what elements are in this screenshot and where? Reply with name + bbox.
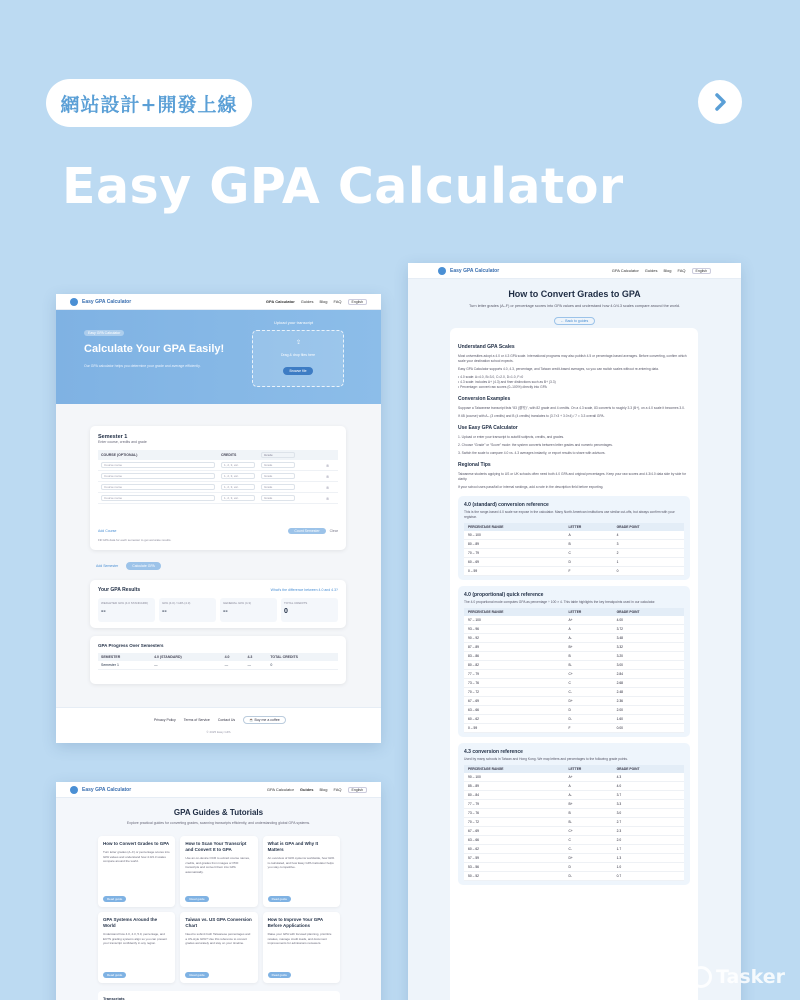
remove-icon[interactable]: ⊗ <box>325 484 330 490</box>
read-guide-button[interactable]: Read guide <box>268 972 291 978</box>
guide-card[interactable]: How to Convert Grades to GPA Turn letter grades (A–F) or percentage scores into GPA values and understand how 4.0/4.3 scales compare around the world. Read guide <box>98 836 175 907</box>
result-gpa-compare: GPA (4.0) / GPA (4.3) -- <box>159 598 216 622</box>
table-row: 70 – 72 C- 2.48 <box>464 688 684 697</box>
nav-link-blog[interactable]: Blog <box>319 299 328 304</box>
guide-card[interactable]: Transcripts <box>98 991 340 1000</box>
tasker-logo-icon <box>690 966 712 988</box>
section-heading: Use Easy GPA Calculator <box>458 425 518 431</box>
read-guide-button[interactable]: Read guide <box>103 896 126 902</box>
next-button[interactable] <box>698 80 742 124</box>
language-select[interactable]: English <box>692 268 711 274</box>
nav-link-blog[interactable]: Blog <box>663 268 672 273</box>
results-card <box>90 580 346 628</box>
table-row: 73 – 76 B 3.0 <box>464 809 684 818</box>
top-nav <box>56 782 381 798</box>
semester-title: Semester 1 <box>98 434 128 440</box>
semester-card <box>90 426 346 550</box>
brand-name[interactable]: Easy GPA Calculator <box>450 267 500 274</box>
count-semester-button[interactable]: Count Semester <box>288 528 325 534</box>
table-row: 60 – 62 D- 1.60 <box>464 715 684 724</box>
grade-select[interactable]: Grade <box>261 484 295 490</box>
footer-contact-link[interactable]: Contact Us <box>217 718 236 722</box>
table-row: 77 – 79 C+ 2.84 <box>464 670 684 679</box>
table-row: 67 – 69 D+ 2.36 <box>464 697 684 706</box>
table-row: 63 – 66 C 2.0 <box>464 836 684 845</box>
grade-select[interactable]: Grade <box>261 473 295 479</box>
table-row: 60 – 62 C- 1.7 <box>464 845 684 854</box>
nav-link-faq[interactable]: FAQ <box>677 268 686 273</box>
watermark: Tasker <box>690 966 785 988</box>
conversion-table-block: 4.0 (proportional) quick reference The 4.0 proportional mode computes GPA as percentage ÷ 100 × 4. This table highlights the key breakpoints used in our calculator. PERCENTAGE RANGE LETTER GRADE POINT 97 – 100 A+ 4.00 93 – 96 A 3.72 90 – 92 A- 3.48 87 – 89 B+ 3.32 83 – 86 B 3.20 80 – 82 B- 3.00 77 – 79 C+ 2.84 73 – 76 C 2.68 70 – 72 C- 2.48 67 – 69 D+ 2.36 63 – 66 D 2.00 60 – 62 D- 1.60 0 – 59 F 0.00 <box>458 586 690 737</box>
nav-link-blog[interactable]: Blog <box>319 787 328 792</box>
nav-link-calculator[interactable]: GPA Calculator <box>266 787 294 792</box>
guides-title: GPA Guides & Tutorials <box>173 808 264 817</box>
remove-icon[interactable]: ⊗ <box>325 495 330 501</box>
semester-note: Fill GPA data for each semester to get accurate results. <box>98 538 172 542</box>
table-row <box>98 460 338 471</box>
table-row: 90 – 100 A+ 4.3 <box>464 773 684 782</box>
table-row: 77 – 79 B+ 3.3 <box>464 800 684 809</box>
article-subtitle: Turn letter grades (A–F) or percentage scores into GPA values and understand how 4.0/4.3 scales compare around the world. <box>468 304 681 308</box>
footer <box>56 707 381 743</box>
progress-table: SEMESTER 4.0 (STANDARD) 4.0 4.3 TOTAL CREDITS Semester 1 — — — 0 <box>98 653 338 670</box>
semester-hint: Enter course, credits and grade <box>98 440 147 444</box>
table-row: 90 – 92 A- 3.48 <box>464 634 684 643</box>
guide-card[interactable]: How to Scan Your Transcript and Convert It to GPA Use an on-device OCR to extract course names, credits, and grades from images or PDF transcripts and convert them into GPA automatically. Read guide <box>180 836 257 907</box>
remove-icon[interactable]: ⊗ <box>325 462 330 468</box>
table-row: 70 – 79 C 2 <box>464 549 684 558</box>
table-row: 70 – 72 B- 2.7 <box>464 818 684 827</box>
col-grade: Grade <box>258 450 323 460</box>
nav-link-faq[interactable]: FAQ <box>333 787 342 792</box>
calculate-gpa-button[interactable]: Calculate GPA <box>126 562 161 570</box>
guides-screenshot <box>56 782 381 1000</box>
credits-input[interactable]: 1, 2, 3, etc. <box>221 473 255 479</box>
course-table <box>98 450 338 504</box>
hero-heading: Calculate Your GPA Easily! <box>84 343 225 355</box>
table-row: 80 – 82 B- 3.00 <box>464 661 684 670</box>
grade-table: PERCENTAGE RANGE LETTER GRADE POINT 90 – 100 A+ 4.3 85 – 89 A 4.0 80 – 84 A- 3.7 77 – 79 B+ 3.3 73 – 76 B 3.0 70 – 72 B- 2.7 67 – 69 C+ 2.3 63 – 66 C 2.0 60 – 62 C- 1.7 57 – 59 D+ 1.3 53 – 56 D 1.0 50 – 52 D- 0.7 <box>464 765 684 881</box>
result-credits: TOTAL CREDITS 0 <box>281 598 338 622</box>
nav-link-calculator[interactable]: GPA Calculator <box>265 299 295 304</box>
table-row: 83 – 86 B 3.20 <box>464 652 684 661</box>
guide-card[interactable]: Taiwan vs. US GPA Conversion Chart Need to submit both Taiwanese percentages and a US-style GPA? Use this reference to convert grades accurately and stay on your timeline. Read guide <box>180 912 257 983</box>
calculator-screenshot <box>56 294 381 743</box>
read-guide-button[interactable]: Read guide <box>103 972 126 978</box>
table-row: 0 – 59 F 0.00 <box>464 724 684 733</box>
add-course-button[interactable]: Add Course <box>98 529 117 533</box>
table-row: 67 – 69 C+ 2.3 <box>464 827 684 836</box>
guide-card[interactable]: How to Improve Your GPA Before Applications Raise your GPA with focused planning, prioritize retakes, manage credit loads, and document improvements for admissions reviewers. Read guide <box>263 912 340 983</box>
language-select[interactable]: English <box>348 299 367 305</box>
section-heading: Regional Tips <box>458 462 491 468</box>
table-row <box>98 471 338 482</box>
table-row <box>98 482 338 493</box>
results-help-link[interactable]: What's the difference between 4.0 and 4.3? <box>270 588 338 592</box>
hero-chip: Easy GPA Calculator <box>84 330 124 336</box>
grade-select[interactable]: Grade <box>261 495 295 501</box>
course-input[interactable]: Course name <box>101 495 215 501</box>
results-title: Your GPA Results <box>98 587 141 593</box>
upload-icon: ⇪ <box>296 340 302 346</box>
logo-icon <box>70 786 78 794</box>
table-row: 80 – 84 A- 3.7 <box>464 791 684 800</box>
table-row: 73 – 76 C 2.68 <box>464 679 684 688</box>
table-row: 87 – 89 B+ 3.32 <box>464 643 684 652</box>
table-row: 0 – 59 F 0 <box>464 567 684 576</box>
result-general: GENERAL GPA (4.3) -- <box>220 598 277 622</box>
article-body: Understand GPA Scales Most universities adopt a 4.0 or 4.3 GPA scale. International programs may also publish 4.5 or percentage-based averages. Before converting, confirm which scale your destination school expects. Easy GPA Calculator supports 4.0, 4.3, percentage, and Taiwan credit-based averages, so you can switch scales without re-entering data. • 4.0 scale: A=4.0, B=3.0, C=2.0, D=1.0, F=0 • 4.3 scale: includes A+ (4.3) and finer distinctions such as B+ (3.3) • Percentage: convert raw scores (0–100%) directly into GPA Conversion Examples Suppose a Taiwanese transcript lists “83 (優等)”, with 82 grade and 4 credits. On a 4.3 scale, 83 converts to roughly 3.3 (B+), on a 4.0 scale it becomes 3.0. If 4B (course) with A– (3 credits) and B (4 credits) translates to (3.7×3 + 3.0×4) / 7 = 3.3 overall GPA. Use Easy GPA Calculator 1. Upload or enter your transcript to autofill subjects, credits, and grades. 2. Choose “Grade” or “Score” mode: the system converts between letter grades and numeric percentages. 3. Switch the scale to compare 4.0 vs. 4.3 averages instantly, or export results to share with advisors. Regional Tips Taiwanese students applying to US or UK schools often need both 4.0 GPA and original percentages. Keep your raw scores and 4.3/4.0 data side by side for clarity. If your school uses pass/fail or internal rankings, add a note in the description field before exporting. 4.0 (standard) conversion reference This is the range-based 4.0 scale we expose in the calculator. Many North American institutions use similar cut-offs, but always confirm with your registrar. PERCENTAGE RANGE LETTER GRADE POINT 90 – 100 A 4 80 – 89 B 3 70 – 79 C 2 60 – 69 D 1 0 – 59 F 0 4.0 (proportional) quick reference The 4.0 proportional mode computes GPA as percentage ÷ 100 × 4. This table highlights the key breakpoints used in our calculator. PERCENTAGE RANGE LETTER GRADE POINT 97 – 100 A+ 4.00 93 – 96 A 3.72 90 – 92 A- 3.48 87 – 89 B+ 3.32 83 – 86 B 3.20 80 – 82 B- 3.00 77 – 79 C+ 2.84 73 – 76 C 2.68 70 – 72 C- 2.48 67 – 69 D+ 2.36 63 – 66 D 2.00 60 – 62 D- 1.60 0 – 59 F 0.00 4.3 conversion reference Used by many schools in Taiwan and Hong Kong. We map letters and percentages to the following grade points. PERCENTAGE RANGE LETTER GRADE POINT 90 – 100 A+ 4.3 85 – 89 A 4.0 80 – 84 A- 3.7 77 – 79 B+ 3.3 73 – 76 B 3.0 70 – 72 B- 2.7 67 – 69 C+ 2.3 63 – 66 C 2.0 60 – 62 C- 1.7 57 – 59 D+ 1.3 53 – 56 D 1.0 50 – 52 D- 0.7 <box>450 328 698 1000</box>
progress-title: GPA Progress Over Semesters <box>98 643 164 648</box>
progress-card <box>90 636 346 684</box>
footer-terms-link[interactable]: Terms of Service <box>183 718 210 722</box>
browse-file-button[interactable]: Browse file <box>283 367 313 375</box>
coffee-button[interactable]: ☕ Buy me a coffee <box>243 716 286 724</box>
table-row: 80 – 89 B 3 <box>464 540 684 549</box>
guides-subtitle: Explore practical guides for converting grades, scanning transcripts efficiently, and understanding global GPA systems. <box>126 821 311 825</box>
guide-card[interactable]: GPA Systems Around the World Understand how 4.0, 4.3, 5.0, percentage, and ECTS grading systems align so you can present your transcript confidently in any region. Read guide <box>98 912 175 983</box>
logo-icon <box>70 298 78 306</box>
category-tag: 網站設計+開發上線 <box>46 79 252 127</box>
add-semester-button[interactable]: Add Semester <box>96 564 119 568</box>
course-input[interactable]: Course name <box>101 473 215 479</box>
language-select[interactable]: English <box>348 787 367 793</box>
credits-input[interactable]: 1, 2, 3, etc. <box>221 484 255 490</box>
credits-input[interactable]: 1, 2, 3, etc. <box>221 495 255 501</box>
remove-icon[interactable]: ⊗ <box>325 473 330 479</box>
guide-card[interactable]: What is GPA and Why It Matters An overview of GPA systems worldwide, how GPA is calculated, and how Easy GPA Calculator helps you stay competitive. Read guide <box>263 836 340 907</box>
upload-dropzone[interactable] <box>252 330 344 387</box>
grade-table: PERCENTAGE RANGE LETTER GRADE POINT 97 – 100 A+ 4.00 93 – 96 A 3.72 90 – 92 A- 3.48 87 – 89 B+ 3.32 83 – 86 B 3.20 80 – 82 B- 3.00 77 – 79 C+ 2.84 73 – 76 C 2.68 70 – 72 C- 2.48 67 – 69 D+ 2.36 63 – 66 D 2.00 60 – 62 D- 1.60 0 – 59 F 0.00 <box>464 608 684 733</box>
upload-hint: Drag & drop files here <box>280 353 316 357</box>
top-nav <box>408 263 741 279</box>
footer-privacy-link[interactable]: Privacy Policy <box>154 718 176 722</box>
table-row: 60 – 69 D 1 <box>464 558 684 567</box>
table-row: 97 – 100 A+ 4.00 <box>464 616 684 625</box>
nav-link-guides[interactable]: Guides <box>644 268 658 273</box>
credits-input[interactable]: 1, 2, 3, etc. <box>221 462 255 468</box>
clear-button[interactable]: Clear <box>329 529 338 533</box>
copyright: © 2025 Easy GPA <box>206 730 231 734</box>
back-to-guides-button[interactable]: ← Back to guides <box>554 317 595 325</box>
logo-icon <box>438 267 446 275</box>
table-row: 90 – 100 A 4 <box>464 531 684 540</box>
table-row: 57 – 59 D+ 1.3 <box>464 854 684 863</box>
coffee-icon: ☕ <box>249 718 254 722</box>
table-row: 50 – 52 D- 0.7 <box>464 872 684 881</box>
conversion-table-block: 4.0 (standard) conversion reference This is the range-based 4.0 scale we expose in the calculator. Many North American institutions use similar cut-offs, but always confirm with your registrar. PERCENTAGE RANGE LETTER GRADE POINT 90 – 100 A 4 80 – 89 B 3 70 – 79 C 2 60 – 69 D 1 0 – 59 F 0 <box>458 496 690 580</box>
chevron-right-icon <box>709 91 731 113</box>
nav-link-calculator[interactable]: GPA Calculator <box>611 268 639 273</box>
read-guide-button[interactable]: Read guide <box>185 972 208 978</box>
hero-subtitle: Our GPA calculator helps you determine your grade and average efficiently. <box>84 364 201 368</box>
convert-guide-screenshot <box>408 263 741 1000</box>
upload-title: Upload your transcript <box>274 320 314 325</box>
table-row <box>98 493 338 504</box>
brand-name[interactable]: Easy GPA Calculator <box>82 786 132 793</box>
table-row: Semester 1 — — — 0 <box>98 661 338 670</box>
table-row: 63 – 66 D 2.00 <box>464 706 684 715</box>
calculator-hero <box>56 310 381 404</box>
col-course: COURSE (OPTIONAL) <box>98 450 218 460</box>
top-nav <box>56 294 381 310</box>
table-row: 53 – 56 D 1.0 <box>464 863 684 872</box>
brand-name[interactable]: Easy GPA Calculator <box>82 298 132 305</box>
section-heading: Conversion Examples <box>458 396 511 402</box>
grade-select[interactable]: Grade <box>261 462 295 468</box>
table-row: 93 – 96 A 3.72 <box>464 625 684 634</box>
read-guide-button[interactable]: Read guide <box>185 896 208 902</box>
course-input[interactable]: Course name <box>101 484 215 490</box>
col-credits: CREDITS <box>218 450 258 460</box>
article-title: How to Convert Grades to GPA <box>508 289 641 299</box>
course-input[interactable]: Course name <box>101 462 215 468</box>
page-title: Easy GPA Calculator <box>62 158 624 215</box>
read-guide-button[interactable]: Read guide <box>268 896 291 902</box>
result-weighted: WEIGHTED GPA (4.0 STANDARD) -- <box>98 598 155 622</box>
nav-link-faq[interactable]: FAQ <box>333 299 342 304</box>
section-heading: Understand GPA Scales <box>458 344 515 350</box>
nav-link-guides[interactable]: Guides <box>300 299 314 304</box>
nav-link-guides[interactable]: Guides <box>299 787 314 792</box>
conversion-table-block: 4.3 conversion reference Used by many schools in Taiwan and Hong Kong. We map letters and percentages to the following grade points. PERCENTAGE RANGE LETTER GRADE POINT 90 – 100 A+ 4.3 85 – 89 A 4.0 80 – 84 A- 3.7 77 – 79 B+ 3.3 73 – 76 B 3.0 70 – 72 B- 2.7 67 – 69 C+ 2.3 63 – 66 C 2.0 60 – 62 C- 1.7 57 – 59 D+ 1.3 53 – 56 D 1.0 50 – 52 D- 0.7 <box>458 743 690 885</box>
grade-table: PERCENTAGE RANGE LETTER GRADE POINT 90 – 100 A 4 80 – 89 B 3 70 – 79 C 2 60 – 69 D 1 0 – 59 F 0 <box>464 523 684 576</box>
table-row: 85 – 89 A 4.0 <box>464 782 684 791</box>
